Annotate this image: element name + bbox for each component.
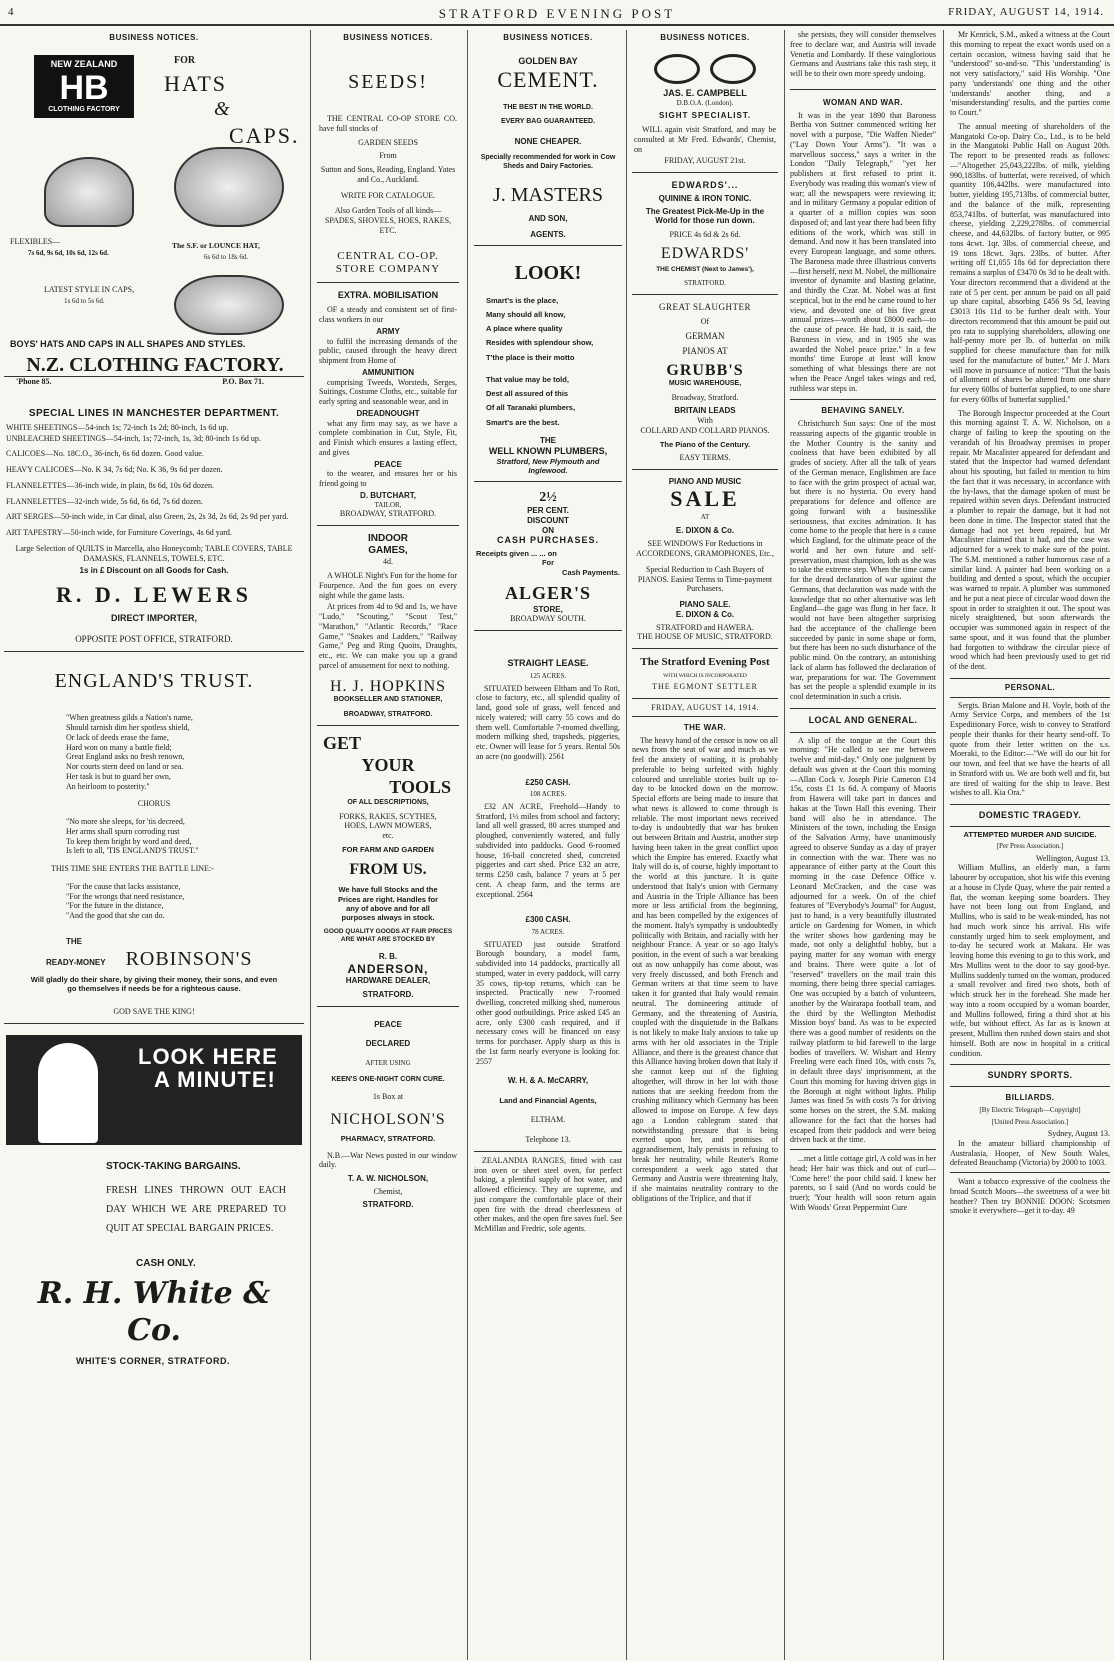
masters-cement-ad: [474, 47, 622, 247]
peppermint-cure-ad: ...met a little cottage girl, A cold was in her head; Her hair was thick and out of curl— 'Come here!' the poor child said. I knew her parents, so I said (And no words could be truer); 'Your health will soon return again With Woods' Great Peppermint Cure: [790, 1149, 936, 1213]
chorus-label: CHORUS: [137, 799, 171, 809]
phone-number: 'Phone 85.: [16, 376, 52, 386]
page-number: 4: [8, 6, 15, 18]
extra-mobilisation: EXTRA. MOBILISATION: [337, 290, 439, 301]
from-label: From: [379, 151, 397, 161]
list-item: UNBLEACHED SHEETINGS—54-inch, 1s; 72-inch, 1s, 3d; 80-inch 1s 6d up.: [6, 433, 261, 443]
factory-name: N.Z. CLOTHING FACTORY.: [26, 353, 284, 376]
war-article-continued: she persists, they will consider themselves free to declare war, and Austria will invade Venetia and Lombardy. If these vainglorious Germans and Austrians take this rash step, it will be to their own more speedy undoing.: [790, 30, 936, 78]
ammunition-word: AMMUNITION: [362, 367, 414, 377]
local-item: The Borough Inspector proceeded at the Court this morning against T. A. W. Nicholson, on a charge of failing to keep the spouting on the verandah of his Broadway premises in proper repair. Mr Macalister appeared for defendant and stated that the Inspector had warned defendant about his spouting, but failed to mention to him the fact that it was necessary, in accordance with the by-laws, that the damage spoken of must be repaired within seven days. Defendant instructed a plumber to repair the damage, but it had not been done in time. The Inspector stated that the damage had not yet been repaired, but Mr Macalister claimed that it had, and the case was adjourned for a week to make sure of the point. The S.M. mentioned a rather humorous case of a similar kind. A painter had been working on a building and dented a spout, which the occupier was warned to repair. A plumber was summoned and he put a neat piece of circular wood down the spout in order to straighten it out. The spout was nicely straightened, but soon afterwards the occupier was summoned again in respect of the same spout, and it was found that the plumber had forgotten to withdraw the circular piece of wood which had been previously used to get rid of the dent.: [950, 408, 1110, 671]
zealandia-ranges-ad: ZEALANDIA RANGES, fitted with cast iron oven or sheet steel oven, for perfect baking, a plentiful supply of hot water, and allowed efficiency. They are supreme, and just compare the comfortable place of their open fire with the dread cheerlessness of other makes, and the open fire saves fuel. See McMillan and Fredric, sole agents.: [474, 1155, 622, 1234]
collard-pianos: COLLARD AND COLLARD PIANOS.: [640, 425, 770, 435]
acrostic-line: Of all Taranaki plumbers,: [486, 403, 576, 413]
campbell-qualification: D.B.O.A. (London).: [676, 98, 734, 107]
visit-date: FRIDAY, AUGUST 21st.: [664, 156, 746, 166]
section-heading: BUSINESS NOTICES.: [343, 33, 433, 42]
straight-lease: STRAIGHT LEASE.: [507, 658, 589, 669]
stock-note: We have full Stocks and the Prices are right. Handles for any of above and for all purposes always in stock.: [337, 885, 439, 922]
plumbers-name: WELL KNOWN PLUMBERS,: [488, 445, 608, 456]
upa-credit: [United Press Association.]: [991, 1117, 1069, 1126]
boys-hats-line: BOYS' HATS AND CAPS IN ALL SHAPES AND STYLES.: [10, 338, 246, 349]
special-reduction: Special Reduction to Cash Buyers of PIANOS. Easiest Terms to Time-payment Purchasers.: [637, 564, 773, 594]
store-word: STORE,: [533, 604, 563, 614]
lewers-ad: [4, 399, 304, 652]
tobacco-ad: Want a tobacco expressive of the coolness the broad Scotch Moors—the sweetness of a wee bit heather? Then try BONNIE DOON: Scotsmen smoke it everywhere—get it to-day. 49: [950, 1172, 1110, 1216]
peace-heading: PEACE: [374, 1019, 402, 1029]
lewers-name: R. D. LEWERS: [56, 582, 252, 608]
hardware-dealer: HARDWARE DEALER,: [345, 976, 431, 986]
acrostic-line: Smart's are the best.: [486, 417, 560, 427]
army-word: ARMY: [376, 326, 400, 336]
column-divider: [310, 30, 311, 1660]
agents-label: AGENTS.: [530, 229, 566, 239]
cap-icon: [174, 275, 284, 335]
pick-me-up: The Greatest Pick-Me-Up in the World for those run down.: [645, 206, 765, 226]
logo-subtext: CLOTHING FACTORY: [48, 105, 120, 113]
mccarry-name: W. H. & A. McCARRY,: [507, 1076, 589, 1086]
caps-label: LATEST STYLE IN CAPS,: [44, 284, 135, 294]
ad-text: A WHOLE Night's Fun for the home for Fourpence. And the fun goes on every night while the game lasts.: [319, 571, 457, 600]
acrostic-line: Dest all assured of this: [486, 389, 569, 399]
butchart-address: BROADWAY, STRATFORD.: [339, 509, 437, 519]
column-2: [317, 30, 459, 1660]
music-warehouse: MUSIC WAREHOUSE,: [668, 380, 742, 388]
suppliers: Sutton and Sons, Reading, England. Yates and Co., Auckland.: [320, 165, 456, 184]
cash-only: CASH ONLY.: [136, 1258, 196, 1270]
column-divider: [943, 30, 944, 1660]
anderson-name: ANDERSON,: [347, 961, 429, 976]
poem-line: Or lack of deeds erase the fame,: [66, 732, 169, 742]
on-word: ON: [542, 525, 554, 535]
acres-125: 125 ACRES.: [529, 672, 567, 681]
lounge-hat-label: The S.F. or LOUNCE HAT,: [172, 240, 260, 250]
pointing-man-icon: [38, 1043, 98, 1143]
look-here-text: [138, 1045, 278, 1091]
lounge-hat-prices: 6s 6d to 18s 6d.: [204, 252, 249, 261]
algers-address: BROADWAY SOUTH.: [510, 614, 586, 624]
section-heading: BUSINESS NOTICES.: [109, 33, 199, 42]
woman-war-article: It was in the year 1890 that Baroness Bertha von Suttner commenced writing her novel with a purpose, "Die Waffen Nieder" ("Lay Down Your Arms"). "It was a marvellous success," says a writer in the London "Daily Telegraph," "yet her publishers at first refused to print it. Everybody was reading this woman's view of war; all the newspapers were reviewing it; and in military Germany a popular edition of a quarter of a million copies was soon disposed of; and last year there had been fifty editions of the work, which was still in demand. And now it has been translated into every European language, and some others. The Baroness made three illustrious converts—first herself, next M. Nobel, the millionaire inventor of dynamite and blasting gelatine, and thirdly the Czar. M. Nobel was at first sceptical, but in the end he came round to her view, and devoted one of his five great annual prizes—worth about £8000 each—to the cause of peace. He had, it is said, the Baroness in view, and in 1905 she was awarded the Nobel peace prize." In a few months' time Europe at least will know something of what blessings there are not when the Peace Angel takes wings and red, ruthless war steps in.: [790, 110, 936, 393]
white-corner-address: WHITE'S CORNER, STRATFORD.: [76, 1355, 230, 1366]
write-for-catalogue: WRITE FOR CATALOGUE.: [340, 190, 436, 200]
peace-word: PEACE: [374, 459, 402, 469]
campbell-name: JAS. E. CAMPBELL: [663, 87, 747, 98]
mccarry-town: ELTHAM.: [530, 1115, 566, 1125]
banner-line: A MINUTE!: [154, 1067, 276, 1093]
get-word: GET: [323, 733, 362, 754]
manchester-list: [6, 423, 302, 538]
edwards-name: EDWARDS': [660, 244, 750, 262]
list-item: FLANNELETTES—32-inch wide, 5s 6d, 6s 6d, 7s 6d dozen.: [6, 496, 203, 506]
acrostic-line: Many should all know,: [486, 309, 566, 319]
direct-importer: DIRECT IMPORTER,: [110, 613, 197, 624]
robinsons-pledge: Will gladly do their share, by giving their money, their sons, and even go themselves if needs be for a righteous cause.: [30, 974, 278, 994]
dixon-towns: STRATFORD and HAWERA.: [656, 622, 754, 632]
list-item: FLANNELETTES—36-inch wide, in plain, 8s 6d, 10s 6d dozen.: [6, 480, 214, 490]
flexibles-label: FLEXIBLES—: [10, 236, 61, 246]
stocktaking-heading: STOCK-TAKING BARGAINS.: [106, 1161, 241, 1173]
poem-line: Should tarnish dim her spotless shield,: [66, 723, 190, 733]
for-word: For: [541, 558, 555, 568]
column-divider: [784, 30, 785, 1660]
none-cheaper: NONE CHEAPER.: [514, 136, 582, 146]
column-4: [632, 30, 778, 1660]
poem-line: Hard won on many a battle field;: [66, 742, 172, 752]
poem-verse-3: [6, 882, 302, 921]
hopkins-name: H. J. HOPKINS: [329, 677, 447, 695]
declared-heading: DECLARED: [365, 1039, 411, 1049]
land-agents: Land and Financial Agents,: [499, 1096, 597, 1106]
anderson-initials: R. B.: [378, 951, 398, 961]
piano-of-century: The Piano of the Century.: [659, 439, 751, 449]
pharmacy-label: PHARMACY, STRATFORD.: [340, 1133, 436, 1143]
poem-line: "For the future in the distance,: [66, 901, 164, 911]
bowler-hat-icon: [44, 157, 134, 227]
hopkins-address: BROADWAY, STRATFORD.: [343, 710, 433, 718]
acrostic: [476, 294, 620, 430]
edwards-chemist: THE CHEMIST (Next to James'),: [656, 266, 754, 274]
behaving-article: Christchurch Sun says: One of the most reassuring aspects of the gigantic trouble in the Mother Country is the sanity and coolness that have been exhibited by all grades of society. After all the talk of years of the German menace, Englishmen are face to face with the grim prospect of actual war, but there is no hysteria. On every hand preparations for defence and offence are going forward with a businesslike seriousness, that excites admiration. It has come home to the people that here is a cause which England, for the ultimate peace of the world and her own future and self-preservation, must champion, loth as she was to take the extreme step. When the time came for the dread declaration of war against the Germans, that declaration was made with the knowledge that no other alternative was left England—the gage was flung in her face. It would not have been altogether surprising had the acceptance of the challenge been succeeded by panic in some shape or form, but there has been no such disturbance of the public mind. On the contrary, an astonishing lack of alarm has followed the declaration of war, preparations for war. The Government has set the people a splendid example in its cool determination in such a crisis.: [790, 419, 936, 701]
acres-108: 108 ACRES.: [529, 790, 567, 799]
algers-store-ad: [474, 486, 622, 631]
golden-bay: GOLDEN BAY: [518, 55, 578, 66]
hats-heading: HATS: [164, 70, 228, 96]
list-item: WHITE SHEETINGS—54-inch 1s; 72-inch 1s 2d; 80-inch, 1s 6d up.: [6, 422, 229, 432]
cash-purchases: CASH PURCHASES.: [496, 535, 599, 546]
trust-heading: ENGLAND'S TRUST.: [54, 669, 254, 692]
tools-word: TOOLS: [389, 777, 451, 798]
column-divider: [467, 30, 468, 1660]
look-here-banner: [6, 1035, 302, 1145]
paper-title: The Stratford Evening Post: [640, 656, 770, 669]
visit-text: WILL again visit Stratford, and may be consulted at Mr Fred. Edwards', Chemist, on: [634, 125, 776, 154]
central-coop-seeds-ad: [317, 47, 459, 284]
anderson-town: STRATFORD.: [362, 989, 414, 999]
wellington-dateline: Wellington, August 13.: [1035, 853, 1110, 863]
column-1: [4, 30, 304, 1660]
poem-line: "No more she sleeps, for 'tis decreed,: [66, 817, 185, 827]
header-rule: [0, 24, 1114, 26]
local-item: Mr Kenrick, S.M., asked a witness at the Court this morning to repeat the exact words used on a certain occasion, witness having said that he "understood" so-and-so. "This 'understanding' is not very satisfactory," said His Worship. "One party 'understands' one thing and the other 'understands' another thing, and a 'misunderstanding' results, and the parties come to Court.": [950, 30, 1110, 117]
billiards-heading: BILLIARDS.: [1005, 1093, 1055, 1103]
cash-payments: Cash Payments.: [562, 567, 620, 577]
guaranteed: EVERY BAG GUARANTEED.: [500, 118, 596, 126]
editorial-masthead: [632, 653, 778, 699]
anderson-hardware-ad: [317, 730, 459, 1007]
butchart-tailor-ad: [317, 287, 459, 526]
masters-name: J. MASTERS: [492, 184, 604, 207]
list-item: ART SERGES—50-inch wide, in Car dinal, also Green, 2s, 2s 3d, 2s 6d, 2s 9d per yard.: [6, 512, 289, 522]
acrostic-line: A place where quality: [486, 324, 563, 334]
tailor-label: TAILOR,: [374, 500, 402, 509]
poem-line: "When greatness gilds a Nation's name,: [66, 713, 193, 723]
for-text: FOR: [174, 54, 196, 66]
quilts-line: Large Selection of QUILTS in Marcella, also Honeycomb; TABLE COVERS, TABLE DAMASKS, FLANNELS, TOWELS, ETC.: [15, 543, 293, 563]
poem-line: "For the wrongs that need resistance,: [66, 891, 185, 901]
page-header: [0, 0, 1114, 24]
twn-name: T. A. W. NICHOLSON,: [347, 1174, 429, 1184]
poem-line: Her task is but to guard her own,: [66, 771, 171, 781]
grubbs-address: Broadway, Stratford.: [671, 392, 739, 402]
personal-heading: PERSONAL.: [950, 678, 1110, 698]
after-using: AFTER USING: [365, 1059, 411, 1068]
sundry-sports-heading: SUNDRY SPORTS.: [950, 1064, 1110, 1087]
indoor-heading: INDOOR: [368, 532, 408, 544]
ad-text: to the wearer, and ensures her or his friend going to: [319, 469, 457, 489]
coop-name: CENTRAL CO-OP. STORE COMPANY: [335, 249, 441, 276]
ad-text: to fulfil the increasing demands of the public, caused through the heavy direct shipment from Home of: [319, 336, 457, 366]
box-price: 1s Box at: [372, 1092, 404, 1102]
with-word: With: [697, 416, 713, 426]
britain-leads: BRITAIN LEADS: [674, 406, 736, 416]
war-article: The heavy hand of the censor is now on all news from the seat of war and much as we feel the anxiety of waiting, it is probably preferable to being surfeited with highly coloured and unreliable stories built up to-day to be knocked down on the morrow. Special efforts are being made to insure that what news is allowed to come through is reliable. The most important news received to-day is undoubtedly that war has broken out between Britain and Austria, another step having been taken in the great conflict upon which the Empire has entered. Exactly what Italy will do is, of course, highly important to the world at this juncture. It is quite understood that Italy's union with Germany and Austria in the Triple Alliance has been more or less artificial from the beginning, and has been compelled by the exigences of the moment. Italy's sympathy is undoubtedly politically with Britain, and racially with her neighbour France. A year or so ago Italy's position, in the event of such a war breaking out as now unhappily has come about, was very freely discussed, and both French and German writers at that time seem to have taken it for granted that Italy would remain neutral. The domineering attitude of Germany, and the threatening of Austria, coupled with the disquietude in the Balkans is not likely to make Italy anxious to take up arms with her old associates in the Triple Alliance, and there is the greatest chance that this Alliance having broken down that Italy if she cannot keep out of the fighting altogether, will throw in her lot with those nations that are seeking freedom from the crushing militancy which Germany has been allowed to impose on Europe. A few days ago a London cablegram stated that notwithstanding pressure that is being exerted upon her, and promises of aggrandisement, Italy persists in refusing to break her neutrality, while Reuter's Rome correspondent a week ago stated that Germany and Austria were threatening Italy, if she maintains neutrality contrary to the obligations of the Triplice, and that if: [632, 735, 778, 1203]
german-word: GERMAN: [685, 330, 725, 341]
banner-line: LOOK HERE: [138, 1044, 278, 1070]
nicholsons-name: NICHOLSON'S: [330, 1111, 446, 1129]
edwards-town: STRATFORD.: [684, 279, 726, 288]
local-general-heading: LOCAL AND GENERAL.: [790, 708, 936, 733]
price-4d: 4d.: [383, 557, 393, 567]
sight-specialist: SIGHT SPECIALIST.: [658, 111, 752, 121]
acres-78: 78 ACRES.: [531, 928, 565, 937]
hopkins-trade: BOOKSELLER AND STATIONER,: [333, 696, 443, 704]
woman-war-heading: WOMAN AND WAR.: [790, 89, 936, 108]
caps-heading: CAPS.: [229, 122, 300, 148]
press-association-credit: [Per Press Association.]: [996, 842, 1064, 851]
recommended: Specially recommended for work in Cow Sheds and Dairy Factories.: [480, 154, 616, 170]
poem-line: Is left to all, 'TIS ENGLAND'S TRUST.": [66, 846, 199, 856]
discount-word: DISCOUNT: [527, 515, 569, 525]
domestic-tragedy-article: William Mullins, an elderly man, a farm labourer by occupation, shot his wife this evening at a house in Clyde Quay, where the pair rented a flat, the woman keeping some boarders. They have not been long out from England, and Mullins, who is said to be weak-minded, has not had much work since his arrival. His wife constantly urged him to seek employment, and to-day he secured work at Makara. He was leaving home this evening to go to this work, and Mrs Mullins went to the door to say good-bye. Mullins suddenly turned on the woman, produced a small revolver and fired two shots, both of which struck her in the forehead. She made her way into a room occupied by a woman boarder, and Mullins followed, firing a third shot at his wife, but without effect. As far as is known at present, Mullins then rushed down stairs and shot himself. Both are now in hospital in a critical condition.: [950, 863, 1110, 1058]
white-co-signature: R. H. White & Co.: [37, 1276, 271, 1348]
per-cent: PER CENT.: [527, 506, 569, 516]
section-heading: BUSINESS NOTICES.: [660, 33, 750, 42]
poem-line: Great England asks no fresh renown,: [66, 752, 185, 762]
poem-line: Her arms shall spurn corroding rust: [66, 826, 180, 836]
incorporated-label: WITH WHICH IS INCORPORATED: [663, 672, 747, 679]
ad-text: At prices from 4d to 9d and 1s, we have "Ludo," "Scouting," "Scout Test," "Marathon," "Atlantic Records," "Race Game," "Snakes and Ladders," "Railway Game," Peg and Ring Quoits, Draughts, etc., etc. We can make you up a grand parcel of amusement for next to nothing.: [319, 602, 457, 670]
best-in-world: THE BEST IN THE WORLD.: [503, 103, 593, 111]
ad-text: what any firm may say, as we have a complete combination in Cut, Style, Fit, and Finish which ensures a lasting effect, and gives: [319, 418, 457, 457]
cash-300: £300 CASH.: [525, 915, 571, 925]
dreadnought-word: DREADNOUGHT: [356, 408, 420, 418]
discount-percent: 2½: [539, 489, 557, 505]
list-item: HEAVY CALICOES—No. K 34, 7s 6d; No. K 36, 9s 6d per dozen.: [6, 465, 223, 475]
local-general-items: A slip of the tongue at the Court this morning: "He called to see me between twelve and mid-day." Only one judgment by default was given at the Court this morning—Allan Cock v. Joseph Pirie Cameron £14 15s, costs £1 1s 6d. A company of Maoris from Hawera will take part in dances and hakas at the Town Hall this evening. Their band will also be in attendance. The Ministers of the town, including the Ensign of the Salvation Army, have unanimously agreed to observe Sunday as a day of prayer in connection with the war. There was no appearance of either party at the Court this morning in the case Defence Office v. Leonard McCracken, and the case was adjourned for a week. On of the chief features of "Everybody's Journal" for August, just to hand, is a very beautifully illustrated article on Gardening for Women, in which the writer shows how gardening may be made, not only a delightful hobby, but a paying matter for any woman with energy and brains. There were quite a lot of "reserved" travellers on the mail train this morning, there being three special carriages. One was occupied by a batch of volunteers, another by the Wairarapa football team, and the third by the Wellington Methodist Mission boys' band. As was to be expected there was a good number of residents on the railway platform to bid farewell to the large bodies of travellers. W. Wishart and Henry Freeling were each fined 10s, with costs 7s, in default three days' imprisonment, at the Court this morning for having driven gigs in the Borough at night without lights. Philip James was fined 5s with costs 7s for driving some horses on the street, the S.M. making allowance for the fact that the horses had escaped from their paddock and were being driven back at the time.: [790, 735, 936, 1145]
spectacles-icon: [634, 54, 776, 84]
see-windows: SEE WINDOWS For Reductions in ACCORDEONS, GRAMOPHONES, Etc.,: [636, 539, 774, 559]
look-heading: LOOK!: [514, 262, 582, 285]
flexibles-prices: 7s 6d, 9s 6d, 10s 6d, 12s 6d.: [28, 248, 109, 257]
piano-music-heading: PIANO AND MUSIC: [668, 476, 742, 486]
battle-line: THIS TIME SHE ENTERS THE BATTLE LINE:-: [51, 864, 214, 874]
garden-tools: Also Garden Tools of all kinds— SPADES, SHOVELS, HOES, RAKES, ETC.: [324, 206, 452, 235]
grubbs-name: GRUBB'S: [666, 361, 744, 379]
and-son: AND SON,: [528, 213, 568, 223]
hb-clothing-ad: [4, 47, 304, 386]
mccarry-phone: Telephone 13.: [525, 1135, 571, 1145]
pianos-at: PIANOS AT: [682, 345, 728, 356]
sale-heading: SALE: [670, 486, 740, 512]
acrostic-line: Smart's is the place,: [486, 295, 559, 305]
attempted-murder-subheading: ATTEMPTED MURDER AND SUICIDE.: [963, 829, 1097, 839]
poem-line: To keep them bright by word and deed,: [66, 836, 192, 846]
acrostic-line: T'the place is their motto: [486, 352, 575, 362]
plumbers-towns: Stratford, New Plymouth and Inglewood.: [496, 456, 600, 475]
dixon-name: E. DIXON & Co.: [675, 525, 735, 535]
acrostic-line: [486, 365, 620, 373]
war-heading: THE WAR.: [683, 722, 727, 732]
section-heading: BUSINESS NOTICES.: [503, 33, 593, 42]
white-and-co-ad: [4, 1028, 304, 1373]
butchart-name: D. BUTCHART,: [360, 490, 416, 500]
poem-verse-1: [6, 713, 302, 791]
dixon-name-2: E. DIXON & Co.: [675, 609, 735, 619]
robinsons-name: ROBINSON'S: [125, 947, 253, 970]
logo-text: NEW ZEALAND: [50, 58, 118, 69]
listing-text: SITUATED between Eltham and To Roti, close to factory, etc., all splendid quality of land, good sole of grass, well fenced and nicely watered; will carry 55 cows and do them well. Comfortable 7-roomed dwelling, modern milking shed, trapsheds, piggeries, etc. Owner will lease for 5 years. Rental 50s an acre (no goodwill). 2561: [476, 683, 620, 761]
god-save-king: GOD SAVE THE KING!: [113, 1007, 195, 1017]
column-divider: [626, 30, 627, 1660]
nicholson-pharmacy-ad: [317, 1011, 459, 1216]
listing-text: £32 AN ACRE, Freehold—Handy to Stratford, 1½ miles from school and factory; land all well grassed, 80 acres stumped and ploughed, conveniently watered, and fully subdivided into paddocks. Good 6-roomed house, 16-bail concreted shed, concreted piggeries and cart shed. Price £32 an acre, terms £250 cash, balance 7 years at 5 per cent. A cheap farm, and the terms are exceptional. 2564: [476, 801, 620, 899]
poem-verse-2: [6, 817, 302, 856]
lounge-hat-icon: [174, 147, 284, 227]
personal-article: Sergts. Brian Malone and H. Voyle, both of the Army Service Corps, and members of the 1st Expeditionary Force, wish to convey to Stratford people their thanks for their hearty send-off. To quote from their letter written on the s.s. Moeraki, to the Editor:—"We will do our bit for our town, and feel that we have the hearts of all in Stratford with us. We are both well and fit, but are tired of waiting for the ship to leave. Best wishes to all. Kia Ora.": [950, 700, 1110, 798]
po-box: P.O. Box 71.: [222, 376, 264, 386]
englands-trust-ad: [4, 656, 304, 1024]
ready-money-label: READY-MONEY: [46, 957, 106, 967]
garden-seeds: GARDEN SEEDS: [358, 137, 418, 147]
list-item: CALICOES—No. 18C.O., 36-inch, 6s 6d dozen. Good value.: [6, 449, 204, 459]
manchester-heading: SPECIAL LINES IN MANCHESTER DEPARTMENT.: [28, 407, 280, 419]
behaving-heading: BEHAVING SANELY.: [790, 399, 936, 416]
hopkins-games-ad: [317, 530, 459, 726]
column-5: [790, 30, 936, 1660]
caps-prices: 1s 6d to 5s 6d.: [64, 296, 105, 305]
ad-text: OF a steady and consistent set of first-class workers in our: [319, 305, 457, 325]
farm-garden: FOR FARM AND GARDEN: [342, 844, 434, 854]
grubbs-pianos-ad: [632, 299, 778, 470]
local-item: The annual meeting of shareholders of the Mangatoki Co-op. Dairy Co., Ltd., is to be held in the Mangatoki Public Hall on August 20th. The report to be presented reads as follows:—"Altogether 25,043,222lbs. of milk, yielding 990,183lbs. of butterfat, were received, of which quantity 106,442lbs. were manufactured into butter, yielding 195,713lbs. of commercial butter, and the balance of the milk, representing 853,741lbs. of butterfat, was manufactured into cheese, yielding 2,229,278lbs. of commercial cheese, and 44,632lbs. of factory butter, or 995 tons 4cwt. 1qr. 3lbs. of commercial cheese, and 19 tons 18cwt. 3qrs. 23lbs. of butter. After writing off £1,055 18s 6d for depreciation there remains a surplus of £3470 0s 3d to be dealt with. Your directors recommend that a dividend at the rate of 5 per cent. per annum be paid on all paid up share capital, absorbing £456 9s 5d, leaving £3013 10s 11d to be further dealt with. Your directors recommend that this amount be paid out pro rata to supplying shareholders, allowing one half-penny more per lb. of butterfat on milk supplied for cheese manufacture than for milk used for the manufacture of butter." Mr J. Marx will move in pursuance of notice: "That the basis of allotment of shares be altered from one share for every 60lbs of butterfat supplied, to one share for every 60lbs of butterfat supplied.": [950, 121, 1110, 404]
list-item: ART TAPESTRY—50-inch wide, for Furniture Coverings, 4s 6d yard.: [6, 528, 232, 538]
seeds-heading: SEEDS!: [348, 70, 428, 93]
war-news-note: N.B.—War News posted in our window daily.: [319, 1150, 457, 1170]
ad-text: comprising Tweeds, Worsteds, Serges, Suitings, Costume Cloths, etc., suitable for early spring and seasonable wear, and in: [319, 377, 457, 407]
sydney-dateline: Sydney, August 13.: [1047, 1129, 1110, 1139]
mccarry-land-ad: [474, 635, 622, 1152]
domestic-tragedy-heading: DOMESTIC TRAGEDY.: [950, 804, 1110, 827]
algers-name: ALGER'S: [504, 582, 592, 603]
quality-note: GOOD QUALITY GOODS AT FAIR PRICES ARE WHAT ARE STOCKED BY: [323, 928, 453, 943]
of-word: Of: [700, 316, 710, 326]
piano-sale: PIANO SALE.: [679, 600, 731, 610]
column-6: [950, 30, 1110, 1660]
campbell-sight-ad: [632, 47, 778, 173]
your-word: YOUR: [361, 755, 415, 776]
quinine-tonic: QUININE & IRON TONIC.: [658, 193, 752, 203]
smarts-plumbers-ad: [474, 250, 622, 482]
masthead: STRATFORD EVENING POST: [438, 6, 676, 21]
billiards-article: In the amateur billiard championship of Australasia, Hooper, of New South Wales, defeated Beauchamp (Victoria) by 2000 to 1003.: [950, 1138, 1110, 1168]
poem-line: "And the good that she can do.: [66, 911, 165, 921]
telegraph-credit: [By Electric Telegraph—Copyright]: [979, 1106, 1081, 1115]
receipts-line: Receipts given ... ... on: [476, 549, 557, 559]
edwards-tonic-ad: [632, 177, 778, 295]
the-label: THE: [540, 435, 556, 445]
descriptions: OF ALL DESCRIPTIONS,: [347, 799, 429, 807]
discount-line: 1s in £ Discount on all Goods for Cash.: [79, 566, 229, 576]
hb-logo: [34, 55, 134, 119]
dixon-music-ad: [632, 474, 778, 650]
column-3: [474, 30, 622, 1660]
chemist-label: Chemist,: [373, 1186, 403, 1196]
at-word: AT: [700, 513, 710, 522]
slaughter-heading: GREAT SLAUGHTER: [658, 301, 752, 312]
nicholson-town: STRATFORD.: [362, 1199, 414, 1209]
poem-line: An heirloom to posterity.": [66, 781, 150, 791]
acrostic-line: Resides with splendour show,: [486, 338, 594, 348]
cement-heading: CEMENT.: [497, 66, 599, 92]
the-label: THE: [66, 936, 82, 946]
editorial-date: FRIDAY, AUGUST 14, 1914.: [632, 703, 778, 717]
poem-line: Nor courts stern deed on land or sea.: [66, 762, 184, 772]
acrostic-line: That value may be told,: [486, 374, 569, 384]
from-us: FROM US.: [349, 860, 427, 878]
coop-intro: THE CENTRAL CO-OP STORE CO. have full stocks of: [319, 114, 457, 133]
house-of-music: THE HOUSE OF MUSIC, STRATFORD.: [637, 632, 773, 642]
poem-line: "For the cause that lacks assistance,: [66, 881, 181, 891]
issue-date: FRIDAY, AUGUST 14, 1914.: [948, 6, 1104, 18]
tonic-price: PRICE 4s 6d & 2s 6d.: [669, 230, 741, 240]
easy-terms: EASY TERMS.: [679, 452, 731, 462]
cash-250: £250 CASH.: [525, 777, 571, 787]
lewers-address: OPPOSITE POST OFFICE, STRATFORD.: [75, 633, 233, 644]
logo-letters: HB: [59, 68, 109, 107]
egmont-settler: THE EGMONT SETTLER: [652, 682, 758, 692]
games-heading: GAMES,: [368, 545, 408, 557]
listing-text: SITUATED just outside Stratford Borough boundary, a model farm, subdivided into 14 paddocks, practically all stumped, water in every paddock, will carry 35 cows, tip-top returns, which can be inspected. Practically new 7-roomed dwelling, concreted milking shed, numerous other good outbuildings. Price asked £45 an acre, only £300 cash required, and if necessary cows will be financed on easy terms for purchaser. Apply sharp as this is the 1st farm nearly everyone is looking for. 2557: [476, 939, 620, 1066]
edwards-heading: EDWARDS'...: [671, 180, 739, 190]
bargain-text: FRESH LINES THROWN OUT EACH DAY WHICH WE ARE PREPARED TO QUIT AT SPECIAL BARGAIN PRICES.: [106, 1185, 286, 1235]
tools-list: FORKS, RAKES, SCYTHES, HOES, LAWN MOWERS, etc.: [339, 811, 437, 841]
corn-cure: KEEN'S ONE-NIGHT CORN CURE.: [331, 1075, 445, 1083]
ampersand: &: [214, 97, 230, 120]
